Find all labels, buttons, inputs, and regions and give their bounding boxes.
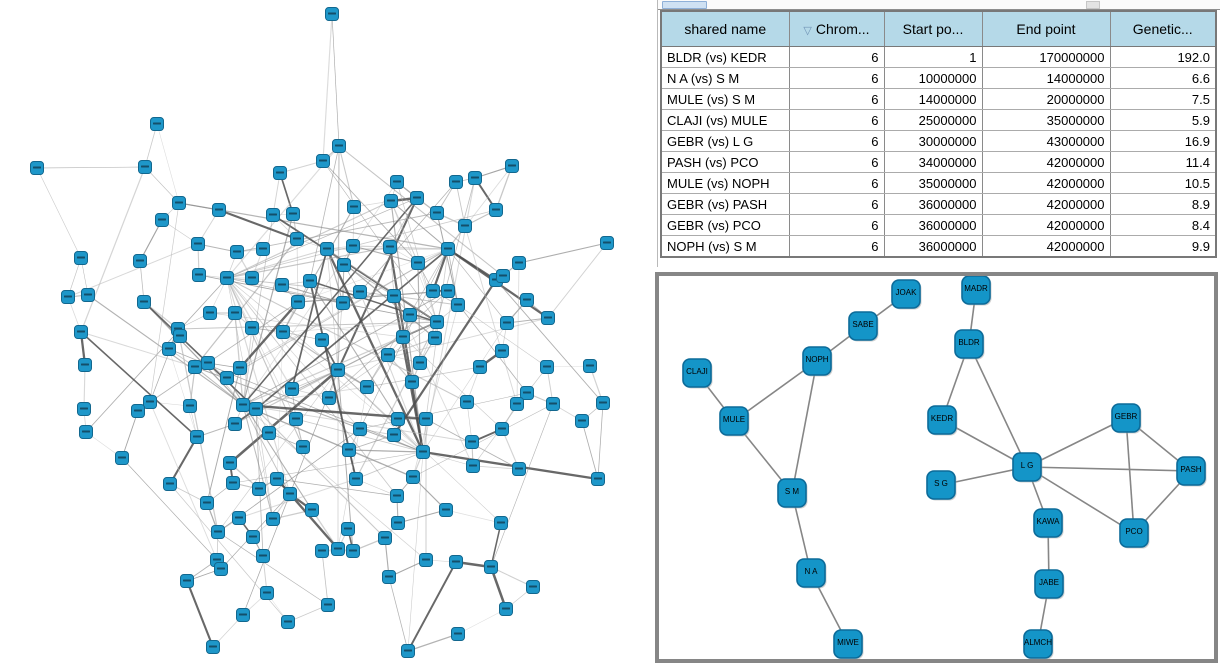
detail-network-panel <box>655 272 1218 663</box>
network-node[interactable] <box>271 473 284 486</box>
table-row[interactable] <box>661 47 1216 68</box>
network-node[interactable] <box>267 513 280 526</box>
node-label: S G <box>934 479 948 488</box>
network-node[interactable] <box>431 207 444 220</box>
node-label: KAWA <box>1036 517 1060 526</box>
table-header-row <box>661 11 1216 47</box>
cell-value[interactable]: 9.9 <box>1110 236 1216 258</box>
network-node[interactable] <box>284 488 297 501</box>
network-node[interactable] <box>263 427 276 440</box>
network-node[interactable] <box>291 233 304 246</box>
network-node[interactable] <box>192 238 205 251</box>
network-edge <box>323 14 332 161</box>
cell-value[interactable]: 36000000 <box>884 215 982 236</box>
cell-value[interactable]: 42000000 <box>982 194 1110 215</box>
network-node[interactable] <box>350 473 363 486</box>
network-node[interactable] <box>201 497 214 510</box>
network-node[interactable] <box>82 289 95 302</box>
cell-value[interactable]: 6 <box>789 194 884 215</box>
network-node[interactable] <box>338 259 351 272</box>
network-node-MIWE[interactable] <box>834 630 864 659</box>
network-node[interactable] <box>189 361 202 374</box>
cell-value[interactable]: 6 <box>789 47 884 68</box>
table-row[interactable] <box>661 110 1216 131</box>
network-node[interactable] <box>234 362 247 375</box>
network-node[interactable] <box>286 383 299 396</box>
network-edge <box>339 146 354 207</box>
table-row[interactable] <box>661 194 1216 215</box>
network-node[interactable] <box>485 561 498 574</box>
network-node-ALMCH[interactable] <box>1024 630 1054 659</box>
network-node[interactable] <box>542 312 555 325</box>
network-edge-BLDR-LG[interactable] <box>969 344 1027 467</box>
column-header-label: Start po... <box>902 21 964 37</box>
network-node-KEDR[interactable] <box>928 406 958 436</box>
network-node[interactable] <box>427 285 440 298</box>
network-node[interactable] <box>292 296 305 309</box>
network-node[interactable] <box>333 140 346 153</box>
detail-network-view[interactable] <box>659 276 1214 659</box>
network-node[interactable] <box>246 322 259 335</box>
network-node[interactable] <box>354 286 367 299</box>
network-node[interactable] <box>229 418 242 431</box>
network-node[interactable] <box>139 161 152 174</box>
network-node[interactable] <box>164 478 177 491</box>
network-edge <box>458 609 506 634</box>
cell-shared-name[interactable]: MULE (vs) NOPH <box>661 173 789 194</box>
network-node[interactable] <box>469 172 482 185</box>
network-node[interactable] <box>385 195 398 208</box>
network-node[interactable] <box>521 294 534 307</box>
network-node[interactable] <box>442 285 455 298</box>
network-node[interactable] <box>132 405 145 418</box>
network-node[interactable] <box>267 209 280 222</box>
network-node[interactable] <box>75 326 88 339</box>
edge-attribute-table <box>660 10 1217 258</box>
network-node[interactable] <box>382 349 395 362</box>
column-header-4[interactable] <box>1110 11 1216 47</box>
network-edge <box>150 203 179 402</box>
network-node[interactable] <box>253 483 266 496</box>
network-node[interactable] <box>80 426 93 439</box>
cell-value[interactable]: 6 <box>789 131 884 152</box>
network-node[interactable] <box>233 512 246 525</box>
network-node[interactable] <box>547 398 560 411</box>
network-node[interactable] <box>75 252 88 265</box>
network-node[interactable] <box>326 8 339 21</box>
network-node[interactable] <box>227 477 240 490</box>
node-label: MIWE <box>837 638 859 647</box>
network-node[interactable] <box>431 316 444 329</box>
network-node[interactable] <box>174 330 187 343</box>
network-edge <box>81 167 145 332</box>
network-edge <box>122 411 138 458</box>
cell-value[interactable]: 43000000 <box>982 131 1110 152</box>
network-node[interactable] <box>257 243 270 256</box>
network-node[interactable] <box>207 641 220 654</box>
network-node[interactable] <box>391 176 404 189</box>
cell-shared-name[interactable]: NOPH (vs) S M <box>661 236 789 258</box>
filter-icon[interactable]: ▽ <box>803 25 812 37</box>
network-node[interactable] <box>156 214 169 227</box>
node-label: S M <box>784 487 800 496</box>
cell-value[interactable]: 10000000 <box>884 68 982 89</box>
network-node[interactable] <box>202 357 215 370</box>
network-node[interactable] <box>383 571 396 584</box>
network-edge-GEBR-PCO[interactable] <box>1126 418 1134 533</box>
network-node[interactable] <box>513 463 526 476</box>
table-horizontal-scrollbar[interactable] <box>658 0 1220 10</box>
network-node[interactable] <box>388 429 401 442</box>
network-node[interactable] <box>420 413 433 426</box>
node-label: PCO <box>1125 527 1143 536</box>
column-header-label: Genetic... <box>1132 21 1193 37</box>
network-node[interactable] <box>496 423 509 436</box>
network-node[interactable] <box>495 517 508 530</box>
network-edge <box>332 14 339 146</box>
network-node-GEBR[interactable] <box>1112 404 1142 434</box>
cell-value[interactable]: 6 <box>789 215 884 236</box>
network-node[interactable] <box>181 575 194 588</box>
network-node[interactable] <box>452 299 465 312</box>
network-node[interactable] <box>62 291 75 304</box>
cell-value[interactable]: 10.5 <box>1110 173 1216 194</box>
network-node-LG[interactable] <box>1013 453 1043 483</box>
network-node[interactable] <box>414 357 427 370</box>
network-node[interactable] <box>276 279 289 292</box>
network-node[interactable] <box>404 309 417 322</box>
node-label: CLAJI <box>686 367 708 376</box>
network-node[interactable] <box>79 359 92 372</box>
cell-shared-name[interactable]: GEBR (vs) PCO <box>661 215 789 236</box>
cell-value[interactable]: 5.9 <box>1110 110 1216 131</box>
table-row[interactable] <box>661 173 1216 194</box>
network-node[interactable] <box>151 118 164 131</box>
network-node[interactable] <box>347 545 360 558</box>
network-node[interactable] <box>440 504 453 517</box>
network-edge <box>37 168 81 258</box>
cell-value[interactable]: 42000000 <box>982 152 1110 173</box>
cell-value[interactable]: 14000000 <box>884 89 982 110</box>
network-node[interactable] <box>321 243 334 256</box>
cell-value[interactable]: 6 <box>789 68 884 89</box>
network-node[interactable] <box>466 436 479 449</box>
network-node[interactable] <box>429 332 442 345</box>
column-header-label: shared name <box>684 21 767 37</box>
node-label: L G <box>1020 461 1034 470</box>
node-label: BLDR <box>958 338 980 347</box>
network-node[interactable] <box>323 392 336 405</box>
network-edge <box>582 421 598 479</box>
network-node[interactable] <box>237 609 250 622</box>
network-node[interactable] <box>513 257 526 270</box>
network-node[interactable] <box>237 399 250 412</box>
network-edge <box>81 332 197 437</box>
network-node[interactable] <box>215 563 228 576</box>
node-label: MADR <box>964 284 988 293</box>
cell-value[interactable]: 6 <box>789 173 884 194</box>
network-edge <box>446 510 501 523</box>
cell-value[interactable]: 36000000 <box>884 194 982 215</box>
node-label: JABE <box>1038 578 1060 587</box>
network-node[interactable] <box>78 403 91 416</box>
network-node[interactable] <box>290 413 303 426</box>
network-node[interactable] <box>541 361 554 374</box>
cell-value[interactable]: 36000000 <box>884 236 982 258</box>
network-node-JABE[interactable] <box>1035 570 1065 600</box>
node-label: GEBR <box>1114 412 1138 421</box>
network-node[interactable] <box>496 345 509 358</box>
network-node-MULE[interactable] <box>720 407 750 437</box>
cell-value[interactable]: 6 <box>789 110 884 131</box>
network-node[interactable] <box>229 307 242 320</box>
network-edge <box>322 551 328 605</box>
table-row[interactable] <box>661 131 1216 152</box>
network-node[interactable] <box>342 523 355 536</box>
network-node[interactable] <box>417 446 430 459</box>
network-edge-LG-PASH[interactable] <box>1027 467 1191 471</box>
cell-value[interactable]: 8.4 <box>1110 215 1216 236</box>
network-edge <box>389 577 408 651</box>
network-node[interactable] <box>287 208 300 221</box>
detail-edge-layer <box>697 290 1191 644</box>
network-node[interactable] <box>407 471 420 484</box>
network-node[interactable] <box>392 517 405 530</box>
network-node[interactable] <box>332 364 345 377</box>
network-edge <box>37 167 145 168</box>
network-node[interactable] <box>397 331 410 344</box>
cell-shared-name[interactable]: BLDR (vs) KEDR <box>661 47 789 68</box>
cell-value[interactable]: 42000000 <box>982 173 1110 194</box>
cell-value[interactable]: 35000000 <box>982 110 1110 131</box>
network-node[interactable] <box>452 628 465 641</box>
node-label: KEDR <box>930 414 954 423</box>
network-node-JOAK[interactable] <box>892 280 922 310</box>
cell-value[interactable]: 1 <box>884 47 982 68</box>
network-node[interactable] <box>379 532 392 545</box>
network-node[interactable] <box>511 398 524 411</box>
cell-value[interactable]: 42000000 <box>982 236 1110 258</box>
network-node[interactable] <box>212 526 225 539</box>
network-node-CLAJI[interactable] <box>683 359 713 389</box>
network-node[interactable] <box>402 645 415 658</box>
network-node[interactable] <box>584 360 597 373</box>
column-header-label: End point <box>1016 21 1076 37</box>
cell-value[interactable]: 16.9 <box>1110 131 1216 152</box>
cell-shared-name[interactable]: CLAJI (vs) MULE <box>661 110 789 131</box>
column-header-2[interactable] <box>884 11 982 47</box>
network-node[interactable] <box>282 616 295 629</box>
network-node[interactable] <box>420 554 433 567</box>
table-row[interactable] <box>661 89 1216 110</box>
network-node[interactable] <box>527 581 540 594</box>
network-node[interactable] <box>246 272 259 285</box>
network-node-SG[interactable] <box>927 471 957 501</box>
network-node[interactable] <box>297 441 310 454</box>
network-node[interactable] <box>461 396 474 409</box>
table-body <box>661 47 1216 258</box>
cell-value[interactable]: 6 <box>789 236 884 258</box>
cell-value[interactable]: 34000000 <box>884 152 982 173</box>
network-edge <box>398 510 446 523</box>
network-node[interactable] <box>474 361 487 374</box>
table-row[interactable] <box>661 68 1216 89</box>
network-edge-NOPH-SM[interactable] <box>792 361 817 493</box>
scrollbar-thumb[interactable] <box>662 1 707 9</box>
network-node[interactable] <box>134 255 147 268</box>
network-node[interactable] <box>257 550 270 563</box>
network-node[interactable] <box>592 473 605 486</box>
network-node[interactable] <box>224 457 237 470</box>
cell-value[interactable]: 30000000 <box>884 131 982 152</box>
network-node[interactable] <box>247 531 260 544</box>
cell-value[interactable]: 6 <box>789 152 884 173</box>
cell-shared-name[interactable]: GEBR (vs) PASH <box>661 194 789 215</box>
network-node-PASH[interactable] <box>1177 457 1207 487</box>
network-node[interactable] <box>501 317 514 330</box>
cell-shared-name[interactable]: PASH (vs) PCO <box>661 152 789 173</box>
network-node[interactable] <box>221 372 234 385</box>
network-node[interactable] <box>497 270 510 283</box>
network-node[interactable] <box>388 290 401 303</box>
cell-value[interactable]: 6.6 <box>1110 68 1216 89</box>
network-node[interactable] <box>450 176 463 189</box>
network-node[interactable] <box>347 240 360 253</box>
network-node[interactable] <box>277 326 290 339</box>
network-node[interactable] <box>163 343 176 356</box>
network-node[interactable] <box>221 272 234 285</box>
column-header-3[interactable] <box>982 11 1110 47</box>
cell-value[interactable]: 14000000 <box>982 68 1110 89</box>
network-node[interactable] <box>306 504 319 517</box>
network-node[interactable] <box>184 400 197 413</box>
network-node[interactable] <box>193 269 206 282</box>
cell-shared-name[interactable]: GEBR (vs) L G <box>661 131 789 152</box>
cell-value[interactable]: 42000000 <box>982 215 1110 236</box>
network-node[interactable] <box>316 334 329 347</box>
network-node[interactable] <box>317 155 330 168</box>
network-node[interactable] <box>490 204 503 217</box>
table-row[interactable] <box>661 152 1216 173</box>
cell-value[interactable]: 192.0 <box>1110 47 1216 68</box>
cell-value[interactable]: 35000000 <box>884 173 982 194</box>
network-node-NOPH[interactable] <box>803 347 833 377</box>
network-edge <box>413 404 553 477</box>
network-node-PCO[interactable] <box>1120 519 1150 549</box>
network-node-SABE[interactable] <box>849 312 879 342</box>
network-node[interactable] <box>116 452 129 465</box>
network-node[interactable] <box>361 381 374 394</box>
cell-value[interactable]: 11.4 <box>1110 152 1216 173</box>
network-edge <box>233 452 423 483</box>
cell-shared-name[interactable]: MULE (vs) S M <box>661 89 789 110</box>
network-node[interactable] <box>250 403 263 416</box>
network-node[interactable] <box>576 415 589 428</box>
network-edge <box>423 452 598 479</box>
network-node[interactable] <box>406 376 419 389</box>
node-label: MULE <box>722 415 746 424</box>
cell-value[interactable]: 7.5 <box>1110 89 1216 110</box>
network-node[interactable] <box>392 413 405 426</box>
network-node[interactable] <box>391 490 404 503</box>
network-node[interactable] <box>412 257 425 270</box>
network-node[interactable] <box>144 396 157 409</box>
node-label: NOPH <box>805 355 829 364</box>
network-edge <box>187 581 213 647</box>
network-node[interactable] <box>173 197 186 210</box>
column-header-1[interactable] <box>789 11 884 47</box>
network-node[interactable] <box>411 192 424 205</box>
cell-value[interactable]: 6 <box>789 89 884 110</box>
node-label: PASH <box>1180 465 1202 474</box>
network-node[interactable] <box>231 246 244 259</box>
node-label: ALMCH <box>1023 638 1053 647</box>
network-node[interactable] <box>204 307 217 320</box>
network-edge <box>349 450 423 452</box>
network-node[interactable] <box>442 243 455 256</box>
network-node[interactable] <box>597 397 610 410</box>
network-node[interactable] <box>322 599 335 612</box>
detail-node-layer <box>683 276 1207 659</box>
table-panel <box>657 0 1220 267</box>
table-row[interactable] <box>661 236 1216 258</box>
cell-shared-name[interactable]: N A (vs) S M <box>661 68 789 89</box>
cell-value[interactable]: 8.9 <box>1110 194 1216 215</box>
network-node-BLDR[interactable] <box>955 330 985 360</box>
cell-value[interactable]: 25000000 <box>884 110 982 131</box>
network-node-SM[interactable] <box>778 479 808 509</box>
network-node[interactable] <box>343 444 356 457</box>
network-node[interactable] <box>500 603 513 616</box>
cell-value[interactable]: 20000000 <box>982 89 1110 110</box>
network-node[interactable] <box>316 545 329 558</box>
network-node[interactable] <box>191 431 204 444</box>
column-header-label: Chrom... <box>815 21 870 37</box>
network-node[interactable] <box>337 297 350 310</box>
network-edge <box>170 437 197 484</box>
network-node[interactable] <box>384 241 397 254</box>
network-node[interactable] <box>213 204 226 217</box>
network-node[interactable] <box>459 220 472 233</box>
cell-value[interactable]: 170000000 <box>982 47 1110 68</box>
node-label: JOAK <box>895 288 917 297</box>
node-label: SABE <box>852 320 874 329</box>
network-node[interactable] <box>601 237 614 250</box>
network-node[interactable] <box>332 543 345 556</box>
network-node[interactable] <box>138 296 151 309</box>
network-node[interactable] <box>31 162 44 175</box>
network-node[interactable] <box>274 167 287 180</box>
column-header-0[interactable] <box>661 11 789 47</box>
network-edge <box>598 403 603 479</box>
network-node-KAWA[interactable] <box>1034 509 1064 539</box>
network-node[interactable] <box>450 556 463 569</box>
scrollbar-notch <box>1086 1 1100 9</box>
table-row[interactable] <box>661 215 1216 236</box>
network-node[interactable] <box>348 201 361 214</box>
network-node[interactable] <box>467 460 480 473</box>
network-node[interactable] <box>354 423 367 436</box>
network-node[interactable] <box>304 275 317 288</box>
node-label: N A <box>804 567 818 576</box>
network-node[interactable] <box>261 587 274 600</box>
network-node[interactable] <box>506 160 519 173</box>
network-node-NA[interactable] <box>797 559 827 589</box>
network-node-MADR[interactable] <box>962 276 992 306</box>
